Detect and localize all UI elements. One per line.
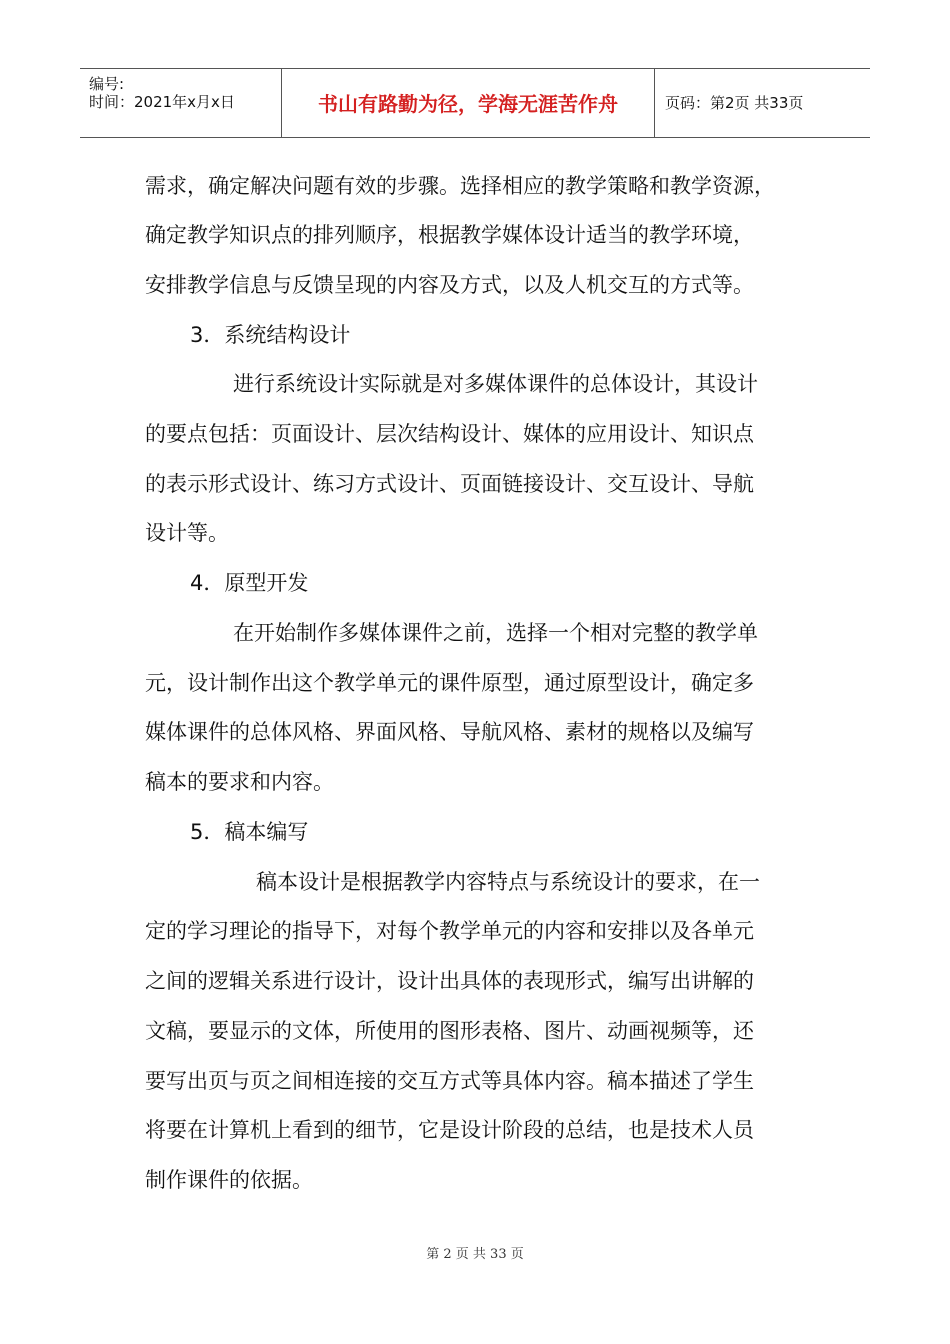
- paragraph-line: 文稿，要显示的文体，所使用的图形表格、图片、动画视频等，还: [145, 1019, 754, 1043]
- header-page-cell: [655, 69, 870, 137]
- page-header: [80, 68, 870, 138]
- paragraph-line: 的表示形式设计、练习方式设计、页面链接设计、交互设计、导航: [145, 472, 754, 496]
- paragraph-line: 要写出页与页之间相连接的交互方式等具体内容。稿本描述了学生: [145, 1069, 754, 1093]
- paragraph-line: 将要在计算机上看到的细节，它是设计阶段的总结，也是技术人员: [145, 1118, 754, 1142]
- paragraph-line: 元，设计制作出这个教学单元的课件原型，通过原型设计，确定多: [145, 671, 754, 695]
- header-motto: 书山有路勤为径，学海无涯苦作舟: [318, 92, 618, 116]
- paragraph-line: 媒体课件的总体风格、界面风格、导航风格、素材的规格以及编写: [145, 720, 754, 744]
- paragraph-line: 确定教学知识点的排列顺序，根据教学媒体设计适当的教学环境，: [145, 223, 754, 247]
- paragraph-line: 稿本设计是根据教学内容特点与系统设计的要求，在一: [256, 870, 760, 894]
- section-heading: 5．稿本编写: [190, 820, 309, 844]
- paragraph-line: 在开始制作多媒体课件之前，选择一个相对完整的教学单: [233, 621, 758, 645]
- header-motto-cell: [282, 69, 655, 137]
- section-heading: 4．原型开发: [190, 571, 309, 595]
- section-heading: 3．系统结构设计: [190, 323, 351, 347]
- paragraph-line: 制作课件的依据。: [145, 1168, 313, 1192]
- header-page-number: 页码：第2页 共33页: [665, 94, 804, 112]
- paragraph-line: 的要点包括：页面设计、层次结构设计、媒体的应用设计、知识点: [145, 422, 754, 446]
- paragraph-line: 需求，确定解决问题有效的步骤。选择相应的教学策略和教学资源，: [145, 174, 775, 198]
- paragraph-line: 安排教学信息与反馈呈现的内容及方式，以及人机交互的方式等。: [145, 273, 754, 297]
- paragraph-line: 定的学习理论的指导下，对每个教学单元的内容和安排以及各单元: [145, 919, 754, 943]
- document-number-label: 编号:: [89, 75, 125, 93]
- paragraph-line: 进行系统设计实际就是对多媒体课件的总体设计，其设计: [233, 372, 758, 396]
- paragraph-line: 稿本的要求和内容。: [145, 770, 334, 794]
- header-meta-cell: [80, 69, 282, 137]
- paragraph-line: 之间的逻辑关系进行设计，设计出具体的表现形式，编写出讲解的: [145, 969, 754, 993]
- paragraph-line: 设计等。: [145, 521, 229, 545]
- document-date-label: 时间：2021年x月x日: [89, 93, 235, 111]
- page-footer: 第 2 页 共 33 页: [426, 1247, 524, 1262]
